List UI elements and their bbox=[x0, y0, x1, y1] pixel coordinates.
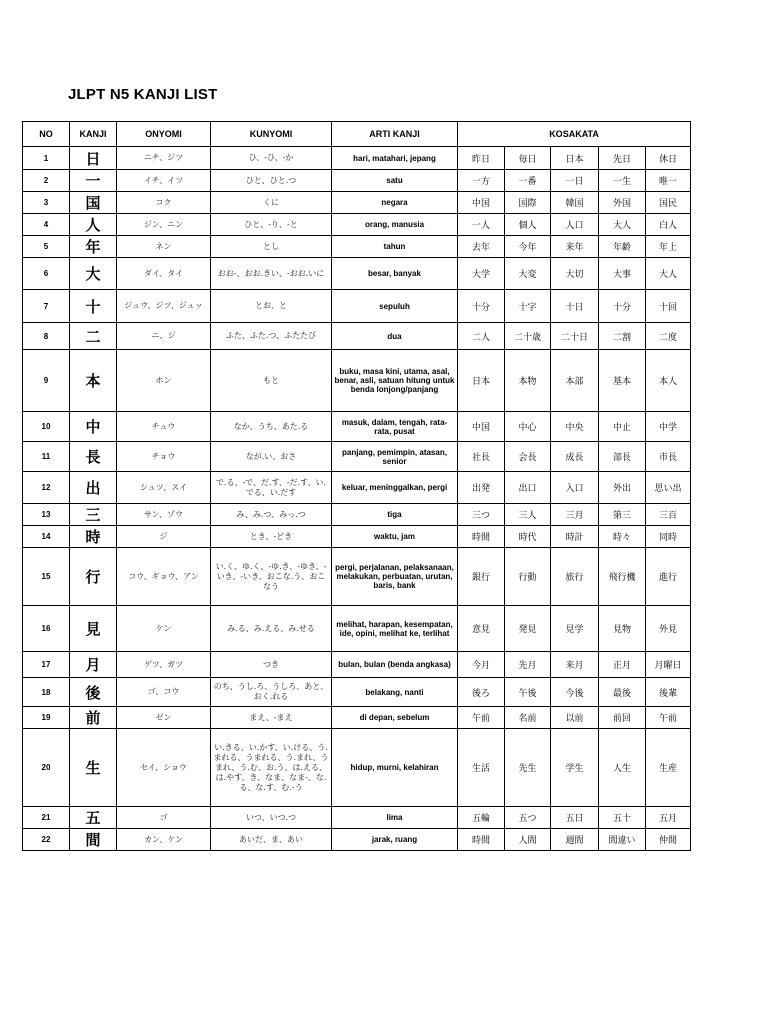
vocabulary-word: 個人 bbox=[505, 214, 551, 236]
vocabulary-word: 大事 bbox=[599, 258, 646, 290]
kunyomi-reading: ひと、ひと.つ bbox=[211, 170, 332, 192]
vocabulary-word: 時間 bbox=[458, 526, 505, 548]
vocabulary-word: 五日 bbox=[551, 807, 599, 829]
kunyomi-reading: いつ、いつ.つ bbox=[211, 807, 332, 829]
vocabulary-word: 今年 bbox=[505, 236, 551, 258]
kanji-character: 長 bbox=[70, 442, 117, 472]
vocabulary-word: 一生 bbox=[599, 170, 646, 192]
onyomi-reading: ゲツ、ガツ bbox=[117, 652, 211, 678]
onyomi-reading: コク bbox=[117, 192, 211, 214]
vocabulary-word: 十分 bbox=[599, 290, 646, 323]
vocabulary-word: 年齢 bbox=[599, 236, 646, 258]
table-row bbox=[23, 214, 691, 236]
row-number: 20 bbox=[23, 729, 70, 807]
vocabulary-word: 中心 bbox=[505, 412, 551, 442]
row-number: 1 bbox=[23, 147, 70, 170]
table-body bbox=[23, 147, 691, 851]
vocabulary-word: 部長 bbox=[599, 442, 646, 472]
kunyomi-reading: ひ、-ひ、-か bbox=[211, 147, 332, 170]
vocabulary-word: 市長 bbox=[646, 442, 691, 472]
onyomi-reading: チョウ bbox=[117, 442, 211, 472]
kanji-character: 月 bbox=[70, 652, 117, 678]
kunyomi-reading: み、み.つ、みっ.つ bbox=[211, 504, 332, 526]
kunyomi-reading: つき bbox=[211, 652, 332, 678]
table-row bbox=[23, 412, 691, 442]
vocabulary-word: 第三 bbox=[599, 504, 646, 526]
vocabulary-word: 外出 bbox=[599, 472, 646, 504]
kanji-meaning: satu bbox=[332, 170, 458, 192]
vocabulary-word: 中学 bbox=[646, 412, 691, 442]
vocabulary-word: 中央 bbox=[551, 412, 599, 442]
row-number: 2 bbox=[23, 170, 70, 192]
vocabulary-word: 後輩 bbox=[646, 678, 691, 707]
vocabulary-word: 生産 bbox=[646, 729, 691, 807]
kunyomi-reading: もと bbox=[211, 350, 332, 412]
vocabulary-word: 大人 bbox=[599, 214, 646, 236]
vocabulary-word: 同時 bbox=[646, 526, 691, 548]
kunyomi-reading: とお、と bbox=[211, 290, 332, 323]
onyomi-reading: コウ、ギョウ、アン bbox=[117, 548, 211, 606]
kanji-character: 生 bbox=[70, 729, 117, 807]
vocabulary-word: 中国 bbox=[458, 412, 505, 442]
vocabulary-word: 大人 bbox=[646, 258, 691, 290]
onyomi-reading: ケン bbox=[117, 606, 211, 652]
kanji-meaning: melihat, harapan, kesempatan, ide, opini, melihat ke, terlihat bbox=[332, 606, 458, 652]
kanji-meaning: negara bbox=[332, 192, 458, 214]
vocabulary-word: 最後 bbox=[599, 678, 646, 707]
vocabulary-word: 名前 bbox=[505, 707, 551, 729]
kanji-character: 一 bbox=[70, 170, 117, 192]
vocabulary-word: 国際 bbox=[505, 192, 551, 214]
table-row bbox=[23, 170, 691, 192]
kunyomi-reading: み.る、み.える、み.せる bbox=[211, 606, 332, 652]
kanji-character: 後 bbox=[70, 678, 117, 707]
vocabulary-word: 行動 bbox=[505, 548, 551, 606]
kanji-character: 前 bbox=[70, 707, 117, 729]
vocabulary-word: 五十 bbox=[599, 807, 646, 829]
vocabulary-word: 正月 bbox=[599, 652, 646, 678]
vocabulary-word: 本物 bbox=[505, 350, 551, 412]
vocabulary-word: 五月 bbox=[646, 807, 691, 829]
kanji-character: 時 bbox=[70, 526, 117, 548]
vocabulary-word: 出発 bbox=[458, 472, 505, 504]
row-number: 15 bbox=[23, 548, 70, 606]
vocabulary-word: 二十日 bbox=[551, 323, 599, 350]
kunyomi-reading: おお-、おお.きい、-おお.いに bbox=[211, 258, 332, 290]
vocabulary-word: 中止 bbox=[599, 412, 646, 442]
kanji-character: 大 bbox=[70, 258, 117, 290]
row-number: 5 bbox=[23, 236, 70, 258]
table-row bbox=[23, 323, 691, 350]
row-number: 9 bbox=[23, 350, 70, 412]
vocabulary-word: 月曜日 bbox=[646, 652, 691, 678]
vocabulary-word: 人口 bbox=[551, 214, 599, 236]
vocabulary-word: 時々 bbox=[599, 526, 646, 548]
vocabulary-word: 年上 bbox=[646, 236, 691, 258]
kunyomi-reading: で.る、-で、だ.す、-だ.す、い.でる、い.だす bbox=[211, 472, 332, 504]
kanji-character: 五 bbox=[70, 807, 117, 829]
table-header-row bbox=[23, 122, 691, 147]
kunyomi-reading: なか、うち、あた.る bbox=[211, 412, 332, 442]
row-number: 18 bbox=[23, 678, 70, 707]
table-row bbox=[23, 729, 691, 807]
vocabulary-word: 学生 bbox=[551, 729, 599, 807]
vocabulary-word: 去年 bbox=[458, 236, 505, 258]
row-number: 19 bbox=[23, 707, 70, 729]
row-number: 12 bbox=[23, 472, 70, 504]
vocabulary-word: 中国 bbox=[458, 192, 505, 214]
kunyomi-reading: くに bbox=[211, 192, 332, 214]
vocabulary-word: 唯一 bbox=[646, 170, 691, 192]
table-row bbox=[23, 548, 691, 606]
vocabulary-word: 先月 bbox=[505, 652, 551, 678]
vocabulary-word: 昨日 bbox=[458, 147, 505, 170]
row-number: 3 bbox=[23, 192, 70, 214]
vocabulary-word: 後ろ bbox=[458, 678, 505, 707]
kanji-meaning: orang, manusia bbox=[332, 214, 458, 236]
row-number: 4 bbox=[23, 214, 70, 236]
kanji-character: 三 bbox=[70, 504, 117, 526]
kunyomi-reading: ひと、-り、-と bbox=[211, 214, 332, 236]
kanji-meaning: pergi, perjalanan, pelaksanaan, melakukan, perbuatan, urutan, baris, bank bbox=[332, 548, 458, 606]
vocabulary-word: 三百 bbox=[646, 504, 691, 526]
vocabulary-word: 十日 bbox=[551, 290, 599, 323]
header-kanji: KANJI bbox=[70, 122, 117, 147]
vocabulary-word: 午後 bbox=[505, 678, 551, 707]
kanji-character: 二 bbox=[70, 323, 117, 350]
row-number: 16 bbox=[23, 606, 70, 652]
row-number: 21 bbox=[23, 807, 70, 829]
kunyomi-reading: ふた、ふた.つ、ふたたび bbox=[211, 323, 332, 350]
kanji-meaning: masuk, dalam, tengah, rata-rata, pusat bbox=[332, 412, 458, 442]
kanji-character: 人 bbox=[70, 214, 117, 236]
vocabulary-word: 今後 bbox=[551, 678, 599, 707]
kunyomi-reading: い.く、ゆ.く、-ゆ.き、-ゆき、-いき、-いき、おこな.う、おこなう bbox=[211, 548, 332, 606]
vocabulary-word: 社長 bbox=[458, 442, 505, 472]
vocabulary-word: 大変 bbox=[505, 258, 551, 290]
vocabulary-word: 旅行 bbox=[551, 548, 599, 606]
kanji-character: 行 bbox=[70, 548, 117, 606]
row-number: 10 bbox=[23, 412, 70, 442]
onyomi-reading: セイ、ショウ bbox=[117, 729, 211, 807]
table-row bbox=[23, 707, 691, 729]
vocabulary-word: 日本 bbox=[458, 350, 505, 412]
row-number: 14 bbox=[23, 526, 70, 548]
vocabulary-word: 休日 bbox=[646, 147, 691, 170]
kanji-character: 本 bbox=[70, 350, 117, 412]
vocabulary-word: 国民 bbox=[646, 192, 691, 214]
header-arti: ARTI KANJI bbox=[332, 122, 458, 147]
table-row bbox=[23, 290, 691, 323]
vocabulary-word: 見学 bbox=[551, 606, 599, 652]
page-title: JLPT N5 KANJI LIST bbox=[68, 86, 218, 103]
vocabulary-word: 本人 bbox=[646, 350, 691, 412]
row-number: 6 bbox=[23, 258, 70, 290]
table-row bbox=[23, 526, 691, 548]
header-kosakata: KOSAKATA bbox=[458, 122, 691, 147]
onyomi-reading: ネン bbox=[117, 236, 211, 258]
header-kunyomi: KUNYOMI bbox=[211, 122, 332, 147]
vocabulary-word: 以前 bbox=[551, 707, 599, 729]
onyomi-reading: ゴ、コウ bbox=[117, 678, 211, 707]
table-row bbox=[23, 829, 691, 851]
vocabulary-word: 飛行機 bbox=[599, 548, 646, 606]
table-row bbox=[23, 807, 691, 829]
vocabulary-word: 一日 bbox=[551, 170, 599, 192]
onyomi-reading: ジ bbox=[117, 526, 211, 548]
vocabulary-word: 三人 bbox=[505, 504, 551, 526]
vocabulary-word: 思い出 bbox=[646, 472, 691, 504]
onyomi-reading: イチ、イツ bbox=[117, 170, 211, 192]
onyomi-reading: サン、ゾウ bbox=[117, 504, 211, 526]
kunyomi-reading: まえ、-まえ bbox=[211, 707, 332, 729]
vocabulary-word: 外国 bbox=[599, 192, 646, 214]
kanji-meaning: hari, matahari, jepang bbox=[332, 147, 458, 170]
table-row bbox=[23, 350, 691, 412]
kanji-meaning: besar, banyak bbox=[332, 258, 458, 290]
vocabulary-word: 発見 bbox=[505, 606, 551, 652]
kunyomi-reading: い.きる、い.かす、い.ける、う.まれる、うまれる、う.まれ、うまれ、う.む、お.う、は.える、は.やす、き、なま、なま-、な.る、な.す、む.-う bbox=[211, 729, 332, 807]
vocabulary-word: 大学 bbox=[458, 258, 505, 290]
onyomi-reading: ニチ、ジツ bbox=[117, 147, 211, 170]
row-number: 17 bbox=[23, 652, 70, 678]
kanji-meaning: tahun bbox=[332, 236, 458, 258]
onyomi-reading: ダイ、タイ bbox=[117, 258, 211, 290]
onyomi-reading: チュウ bbox=[117, 412, 211, 442]
vocabulary-word: 五輪 bbox=[458, 807, 505, 829]
vocabulary-word: 入口 bbox=[551, 472, 599, 504]
table-row bbox=[23, 147, 691, 170]
row-number: 7 bbox=[23, 290, 70, 323]
vocabulary-word: 白人 bbox=[646, 214, 691, 236]
kanji-table bbox=[22, 121, 691, 851]
row-number: 13 bbox=[23, 504, 70, 526]
vocabulary-word: 韓国 bbox=[551, 192, 599, 214]
vocabulary-word: 週間 bbox=[551, 829, 599, 851]
onyomi-reading: ジュウ、ジツ、ジュッ bbox=[117, 290, 211, 323]
kunyomi-reading: あいだ、ま、あい bbox=[211, 829, 332, 851]
vocabulary-word: 二人 bbox=[458, 323, 505, 350]
kunyomi-reading: なが.い、おさ bbox=[211, 442, 332, 472]
header-onyomi: ONYOMI bbox=[117, 122, 211, 147]
kunyomi-reading: とき、-どき bbox=[211, 526, 332, 548]
vocabulary-word: 銀行 bbox=[458, 548, 505, 606]
vocabulary-word: 日本 bbox=[551, 147, 599, 170]
vocabulary-word: 人生 bbox=[599, 729, 646, 807]
kanji-meaning: buku, masa kini, utama, asal, benar, asli, satuan hitung untuk benda lonjong/panjang bbox=[332, 350, 458, 412]
vocabulary-word: 一番 bbox=[505, 170, 551, 192]
vocabulary-word: 一方 bbox=[458, 170, 505, 192]
vocabulary-word: 先生 bbox=[505, 729, 551, 807]
vocabulary-word: 十回 bbox=[646, 290, 691, 323]
vocabulary-word: 会長 bbox=[505, 442, 551, 472]
table-row bbox=[23, 606, 691, 652]
kanji-meaning: tiga bbox=[332, 504, 458, 526]
onyomi-reading: カン、ケン bbox=[117, 829, 211, 851]
kanji-meaning: belakang, nanti bbox=[332, 678, 458, 707]
kanji-meaning: di depan, sebelum bbox=[332, 707, 458, 729]
kanji-meaning: hidup, murni, kelahiran bbox=[332, 729, 458, 807]
vocabulary-word: 時間 bbox=[458, 829, 505, 851]
vocabulary-word: 五つ bbox=[505, 807, 551, 829]
vocabulary-word: 先日 bbox=[599, 147, 646, 170]
kunyomi-reading: とし bbox=[211, 236, 332, 258]
vocabulary-word: 来年 bbox=[551, 236, 599, 258]
kanji-meaning: jarak, ruang bbox=[332, 829, 458, 851]
vocabulary-word: 十字 bbox=[505, 290, 551, 323]
kanji-character: 間 bbox=[70, 829, 117, 851]
kanji-character: 出 bbox=[70, 472, 117, 504]
onyomi-reading: ニ、ジ bbox=[117, 323, 211, 350]
vocabulary-word: 午前 bbox=[458, 707, 505, 729]
row-number: 22 bbox=[23, 829, 70, 851]
kanji-character: 年 bbox=[70, 236, 117, 258]
vocabulary-word: 本部 bbox=[551, 350, 599, 412]
vocabulary-word: 三つ bbox=[458, 504, 505, 526]
table-row bbox=[23, 472, 691, 504]
table-row bbox=[23, 258, 691, 290]
table-row bbox=[23, 504, 691, 526]
vocabulary-word: 人間 bbox=[505, 829, 551, 851]
vocabulary-word: 見物 bbox=[599, 606, 646, 652]
vocabulary-word: 生活 bbox=[458, 729, 505, 807]
vocabulary-word: 前回 bbox=[599, 707, 646, 729]
vocabulary-word: 成長 bbox=[551, 442, 599, 472]
kunyomi-reading: のち、うし.ろ、うしろ、あと、おく.れる bbox=[211, 678, 332, 707]
vocabulary-word: 外見 bbox=[646, 606, 691, 652]
onyomi-reading: シュツ、スイ bbox=[117, 472, 211, 504]
kanji-meaning: dua bbox=[332, 323, 458, 350]
vocabulary-word: 二度 bbox=[646, 323, 691, 350]
vocabulary-word: 来月 bbox=[551, 652, 599, 678]
kanji-meaning: waktu, jam bbox=[332, 526, 458, 548]
row-number: 11 bbox=[23, 442, 70, 472]
kanji-meaning: keluar, meninggalkan, pergi bbox=[332, 472, 458, 504]
vocabulary-word: 一人 bbox=[458, 214, 505, 236]
table-row bbox=[23, 192, 691, 214]
table-row bbox=[23, 678, 691, 707]
vocabulary-word: 仲間 bbox=[646, 829, 691, 851]
kanji-meaning: lima bbox=[332, 807, 458, 829]
kanji-character: 国 bbox=[70, 192, 117, 214]
kanji-character: 日 bbox=[70, 147, 117, 170]
vocabulary-word: 大切 bbox=[551, 258, 599, 290]
header-no: NO bbox=[23, 122, 70, 147]
kanji-character: 十 bbox=[70, 290, 117, 323]
vocabulary-word: 午前 bbox=[646, 707, 691, 729]
onyomi-reading: ホン bbox=[117, 350, 211, 412]
kanji-meaning: panjang, pemimpin, atasan, senior bbox=[332, 442, 458, 472]
vocabulary-word: 進行 bbox=[646, 548, 691, 606]
vocabulary-word: 十分 bbox=[458, 290, 505, 323]
vocabulary-word: 基本 bbox=[599, 350, 646, 412]
kanji-meaning: bulan, bulan (benda angkasa) bbox=[332, 652, 458, 678]
vocabulary-word: 間違い bbox=[599, 829, 646, 851]
onyomi-reading: ゴ bbox=[117, 807, 211, 829]
vocabulary-word: 二十歳 bbox=[505, 323, 551, 350]
kanji-character: 見 bbox=[70, 606, 117, 652]
vocabulary-word: 今月 bbox=[458, 652, 505, 678]
row-number: 8 bbox=[23, 323, 70, 350]
vocabulary-word: 時計 bbox=[551, 526, 599, 548]
vocabulary-word: 出口 bbox=[505, 472, 551, 504]
table-row bbox=[23, 442, 691, 472]
vocabulary-word: 三月 bbox=[551, 504, 599, 526]
table-row bbox=[23, 652, 691, 678]
onyomi-reading: ゼン bbox=[117, 707, 211, 729]
kanji-character: 中 bbox=[70, 412, 117, 442]
table-row bbox=[23, 236, 691, 258]
vocabulary-word: 毎日 bbox=[505, 147, 551, 170]
vocabulary-word: 二割 bbox=[599, 323, 646, 350]
vocabulary-word: 時代 bbox=[505, 526, 551, 548]
onyomi-reading: ジン、ニン bbox=[117, 214, 211, 236]
kanji-meaning: sepuluh bbox=[332, 290, 458, 323]
vocabulary-word: 意見 bbox=[458, 606, 505, 652]
